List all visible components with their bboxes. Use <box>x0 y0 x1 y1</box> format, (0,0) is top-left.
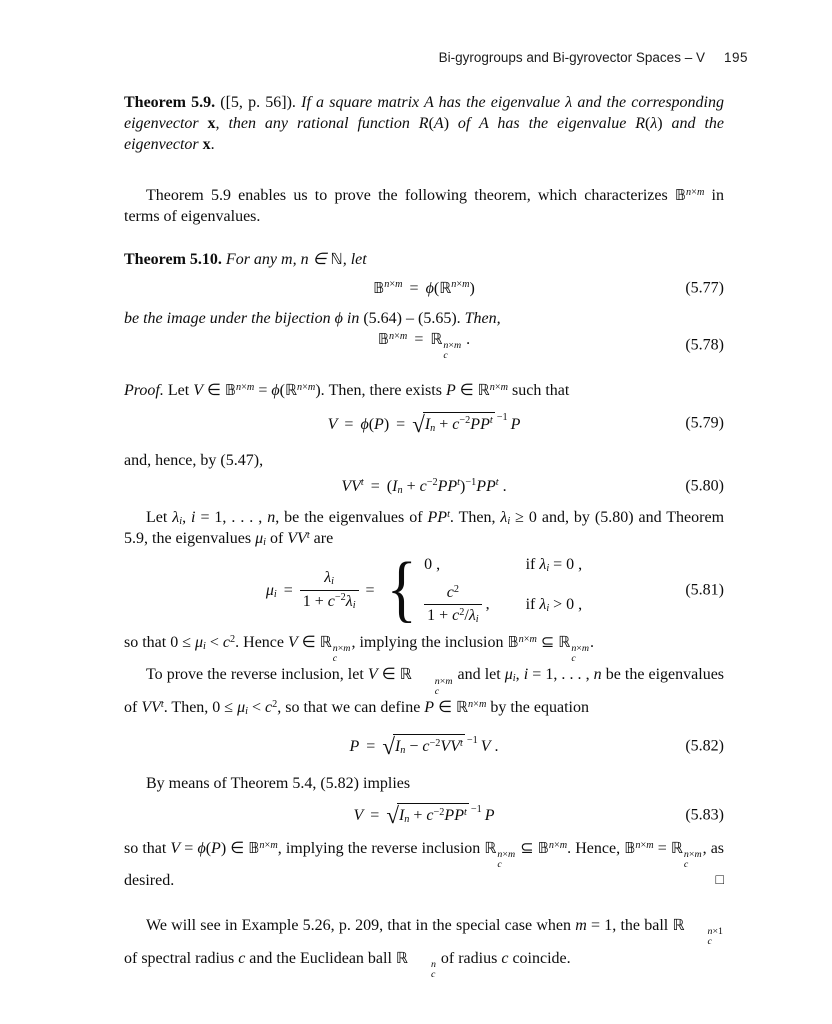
equation-5-80-number: (5.80) <box>685 477 724 495</box>
equation-5-79 <box>124 404 724 442</box>
equation-5-81-number: (5.81) <box>685 581 724 599</box>
equation-5-80-body: $VV^t = (I_n + c^{-2}PP^t)^{-1}PP^t$ . <box>341 477 507 496</box>
so-that-paragraph: so that $0 \le \mu_i < c^2$. Hence V ∈ ℝ n×m c , implying the inclusion 𝔹$^{n\times m}$ ⊆ ℝ n×m c . <box>124 633 595 665</box>
equation-5-78 <box>124 329 724 361</box>
equation-5-83-number: (5.83) <box>685 806 724 824</box>
page-content <box>124 92 724 980</box>
equation-5-78-body: 𝔹$^{n\times m}$ = ℝ n×m c . <box>377 329 471 362</box>
equation-5-82-number: (5.82) <box>685 737 724 755</box>
equation-5-83-body: $V = √I_n + c^{-2}PP^t$ $^{-1}$ P <box>353 803 495 829</box>
equation-5-82-body: $P = √I_n - c^{-2}VV^t$ $^{-1}$ V . <box>349 734 499 760</box>
hence-paragraph: and, hence, by (5.47), <box>124 452 264 469</box>
equation-5-81-body: $\mu_i$ = $\frac{\lambda_i}{1 + c^{-2}\lambda_i}$ = { 0 , if $\lambda_i = 0$ , $\frac{c^2}{1 + c^2/\lambda_i}$ , if $\lambda_i > 0$ , <box>265 548 583 631</box>
equation-5-82 <box>124 727 724 765</box>
reverse-inclusion-paragraph: To prove the reverse inclusion, let V ∈ ℝ n×m c and let $\mu_i$, i = 1, . . . , n be the eigenvalues of $VV^t$. Then, $0 \le \mu_i < c^2$, so that we can define P ∈ ℝ$^{n\times m}$ by the equation <box>124 665 725 717</box>
equation-5-78-number: (5.78) <box>685 336 724 354</box>
enables-paragraph: Theorem 5.9 enables us to prove the following theorem, which characterizes 𝔹$^{n\times m}$ in terms of eigenvalues. <box>124 186 724 225</box>
equation-5-77 <box>124 274 724 302</box>
eigenvalues-paragraph: Let $\lambda_i$, i = 1, . . . , n, be the eigenvalues of $PP^t$. Then, $\lambda_i \ge 0$ and, by (5.80) and Theorem 5.9, the eigenvalues $\mu_i$ of $VV^t$ are <box>124 508 725 549</box>
equation-5-79-number: (5.79) <box>685 414 724 432</box>
running-title: Bi-gyrogroups and Bi-gyrovector Spaces – V <box>438 50 705 65</box>
equation-5-80 <box>124 471 724 501</box>
theorem-5-9-paragraph: Theorem 5.9. ([5, p. 56]). If a square matrix A has the eigenvalue λ and the corresponding eigenvector x, then any rational function R(A) of A has the eigenvalue R(λ) and the eigenvector x. <box>124 94 725 153</box>
proof-paragraph: Proof. Let V ∈ 𝔹$^{n\times m}$ = ϕ(ℝ$^{n\times m}$). Then, there exists P ∈ ℝ$^{n\times m}$ such that <box>124 381 570 399</box>
running-header <box>124 50 748 65</box>
by-means-paragraph: By means of Theorem 5.4, (5.82) implies <box>146 774 411 792</box>
page-number: 195 <box>723 50 748 65</box>
equation-5-77-number: (5.77) <box>685 279 724 297</box>
image-bijection-paragraph: be the image under the bijection ϕ in (5.64) – (5.65). Then, <box>124 310 501 327</box>
theorem-5-10-heading: Theorem 5.10. For any m, n ∈ ℕ, let <box>124 250 367 268</box>
conclusion-paragraph: so that V = ϕ(P) ∈ 𝔹$^{n\times m}$, implying the reverse inclusion ℝ n×m c ⊆ 𝔹$^{n\times m}$. Hence, 𝔹$^{n\times m}$ = ℝ n×m c , as desired. □ <box>124 838 725 890</box>
equation-5-81 <box>124 548 724 631</box>
equation-5-77-body: 𝔹$^{n\times m}$ = ϕ(ℝ$^{n\times m}$) <box>373 278 475 297</box>
example-note-paragraph: We will see in Example 5.26, p. 209, that in the special case when m = 1, the ball ℝ n×1 c of spectral radius c and the Euclidean ball ℝ n c of radius c coincide. <box>124 916 723 980</box>
equation-5-83 <box>124 796 724 834</box>
equation-5-79-body: $V = \phi(P) = √I_n + c^{-2}PP^t$ $^{-1}$ P <box>327 411 521 437</box>
